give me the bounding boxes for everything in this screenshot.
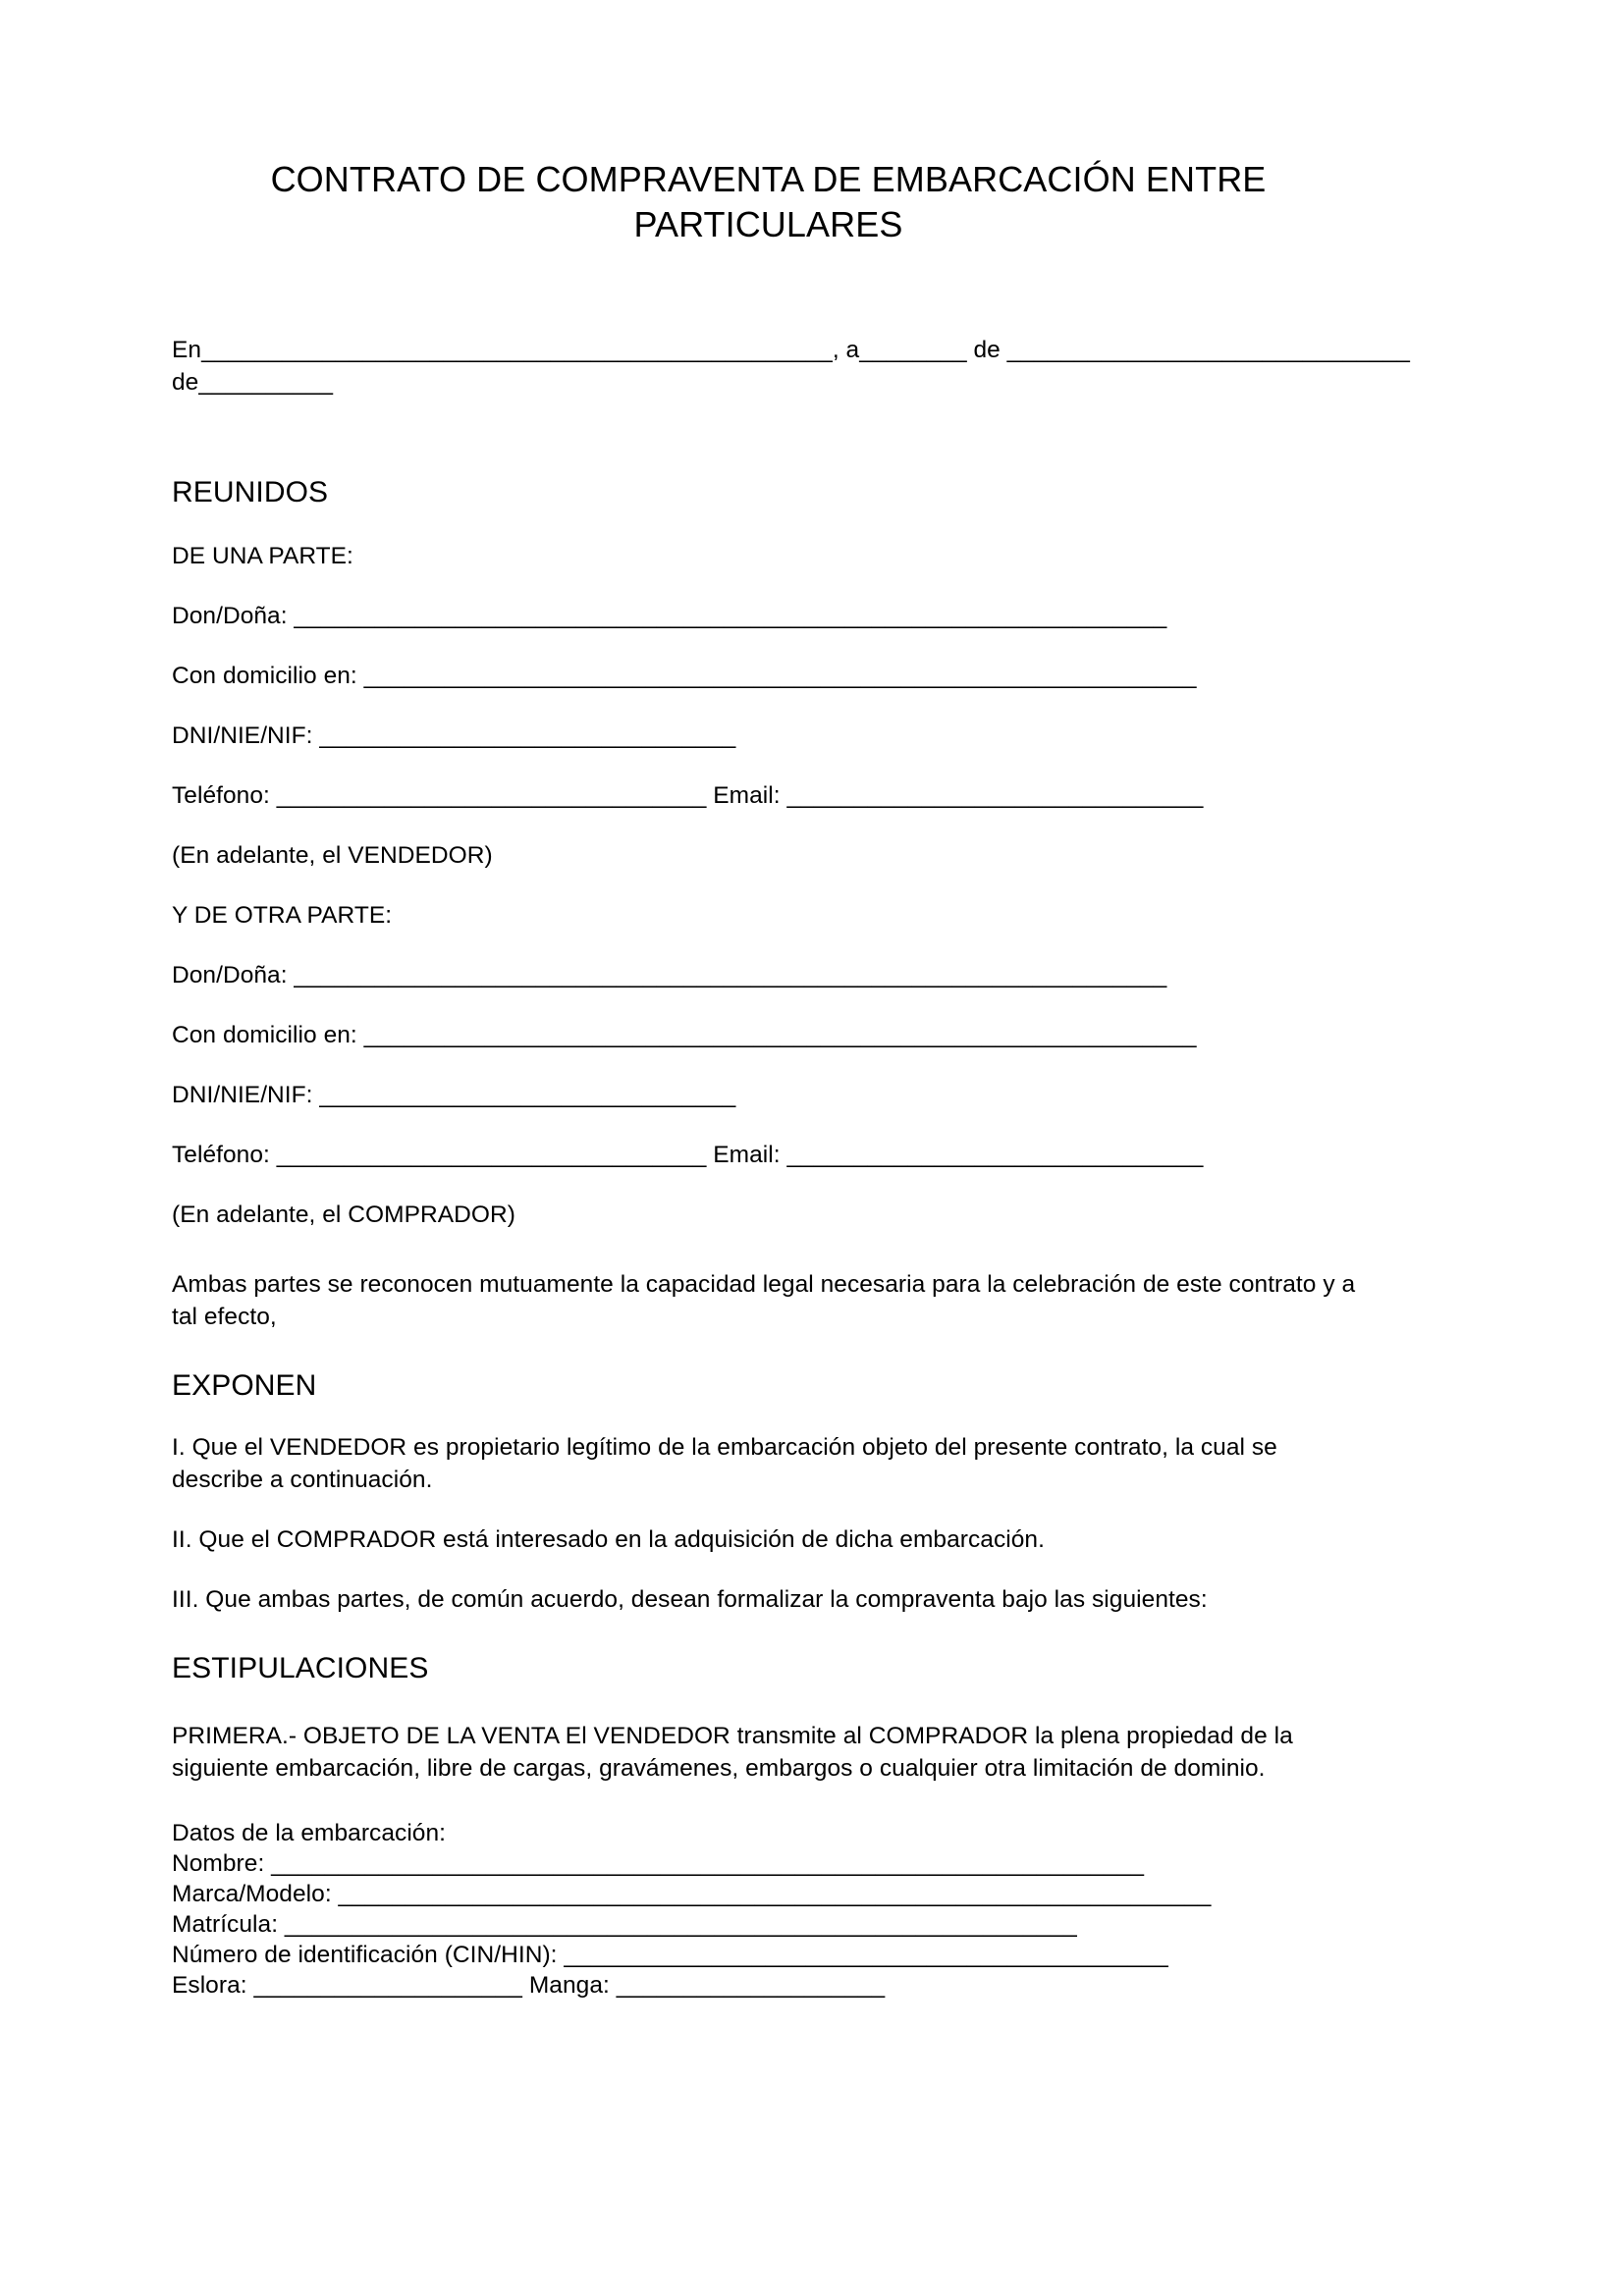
buyer-id-field[interactable]: DNI/NIE/NIF: _______________________________ (172, 1082, 736, 1109)
vessel-make-model-field[interactable]: Marca/Modelo: _________________________________________________________________ (172, 1881, 1212, 1908)
document-content (172, 0, 1410, 2001)
party-two-label: Y DE OTRA PARTE: (172, 902, 393, 930)
vessel-name-field[interactable]: Nombre: _________________________________________________________________ (172, 1850, 1145, 1878)
party-one-label: DE UNA PARTE: (172, 543, 353, 570)
vessel-cin-hin-field[interactable]: Número de identificación (CIN/HIN): _____________________________________________ (172, 1942, 1168, 1969)
vessel-registration-field[interactable]: Matrícula: ___________________________________________________________ (172, 1911, 1077, 1939)
date-place-line-1: En_______________________________________________, a________ de ______________________________ (172, 337, 1410, 364)
vessel-data-block (172, 1818, 1365, 2001)
buyer-phone-email-field[interactable]: Teléfono: ________________________________ Email: _______________________________ (172, 1142, 1204, 1169)
section-heading-reunidos: REUNIDOS (172, 476, 329, 509)
clause-primera: PRIMERA.- OBJETO DE LA VENTA El VENDEDOR transmite al COMPRADOR la plena propiedad de la siguiente embarcación, libre de cargas, gravámenes, embargos o cualquier otra limitación de dominio. (172, 1723, 1293, 1783)
seller-address-field[interactable]: Con domicilio en: ______________________________________________________________ (172, 663, 1197, 690)
vessel-data-label: Datos de la embarcación: (172, 1820, 447, 1847)
buyer-alias-note: (En adelante, el COMPRADOR) (172, 1201, 515, 1229)
seller-id-field[interactable]: DNI/NIE/NIF: _______________________________ (172, 722, 736, 750)
buyer-address-field[interactable]: Con domicilio en: ______________________________________________________________ (172, 1022, 1197, 1049)
exponen-item-3: III. Que ambas partes, de común acuerdo, desean formalizar la compraventa bajo las siguientes: (172, 1586, 1208, 1614)
seller-name-field[interactable]: Don/Doña: _________________________________________________________________ (172, 603, 1167, 630)
seller-phone-email-field[interactable]: Teléfono: ________________________________ Email: _______________________________ (172, 782, 1204, 810)
seller-alias-note: (En adelante, el VENDEDOR) (172, 842, 493, 870)
section-heading-exponen: EXPONEN (172, 1369, 317, 1403)
exponen-item-1: I. Que el VENDEDOR es propietario legítimo de la embarcación objeto del presente contrato, la cual se describe a continuación. (172, 1434, 1277, 1494)
buyer-name-field[interactable]: Don/Doña: _________________________________________________________________ (172, 962, 1167, 989)
capacity-paragraph: Ambas partes se reconocen mutuamente la capacidad legal necesaria para la celebración de este contrato y a tal efecto, (172, 1271, 1356, 1331)
section-heading-estipulaciones: ESTIPULACIONES (172, 1652, 429, 1685)
exponen-item-2: II. Que el COMPRADOR está interesado en la adquisición de dicha embarcación. (172, 1526, 1045, 1554)
page-title: CONTRATO DE COMPRAVENTA DE EMBARCACIÓN ENTRE PARTICULARES (270, 159, 1267, 245)
vessel-length-beam-field[interactable]: Eslora: ____________________ Manga: ____________________ (172, 1972, 886, 2000)
date-place-line-2: de__________ (172, 369, 334, 397)
